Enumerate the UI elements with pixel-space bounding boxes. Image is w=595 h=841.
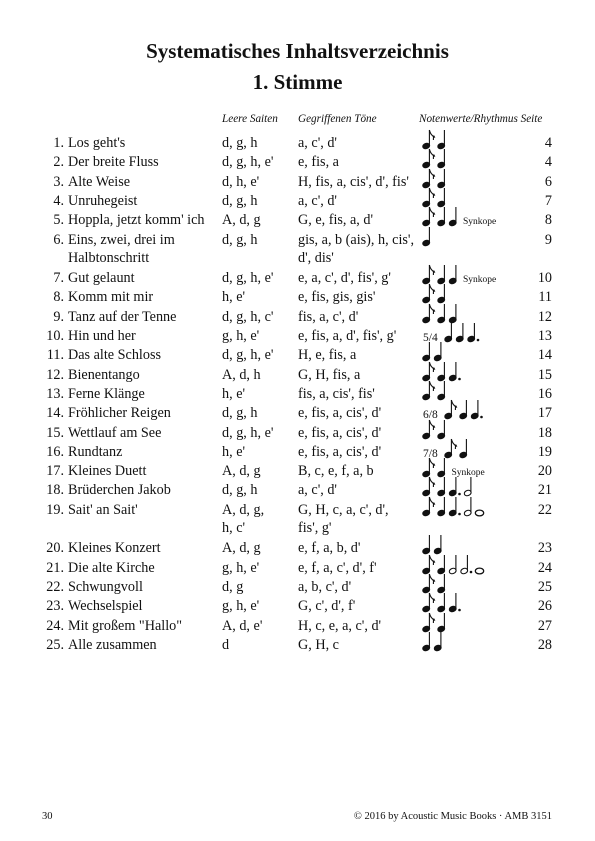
entry-title [68, 211, 218, 229]
entry-open-strings [222, 173, 296, 191]
entry-page: 19 [537, 443, 552, 460]
entry-title [68, 134, 218, 152]
entry-title-line: Bienentango [68, 366, 140, 383]
entry-number: 4. [53, 192, 64, 209]
entry-page: 9 [544, 231, 552, 248]
entry-fingered-tones [298, 462, 420, 480]
entry-open-strings [222, 462, 296, 480]
entry-title-line: Ferne Klänge [68, 385, 145, 402]
rhythm-label: Synkope [451, 468, 485, 479]
entry-title-line: Brüderchen Jakob [68, 482, 171, 499]
time-signature: 6/8 [423, 409, 438, 422]
entry-strings-line: d, g, h [222, 482, 258, 499]
entry-fingered-tones [298, 501, 420, 537]
entry-strings-line: A, d, e' [222, 617, 263, 634]
entry-title-line: Tanz auf der Tenne [68, 308, 177, 325]
entry-open-strings [222, 597, 296, 615]
entry-title-line: Halbtonschritt [68, 249, 150, 266]
entry-title-line: Alte Weise [68, 173, 131, 190]
entry-title [68, 231, 218, 267]
entry-title [68, 327, 218, 345]
entry-page: 4 [544, 154, 552, 171]
entry-title [68, 443, 218, 461]
entry-number: 23. [46, 598, 64, 615]
entry-fingered-tones [298, 481, 420, 499]
entry-strings-line: d, g, h, e' [222, 154, 274, 171]
entry-open-strings [222, 192, 296, 210]
entry-fingered-tones [298, 192, 420, 210]
entry-page: 25 [537, 578, 552, 595]
entry-number: 20. [46, 540, 64, 557]
entry-number: 9. [53, 308, 64, 325]
entry-fingered-tones [298, 153, 420, 171]
entry-fingered-tones [298, 424, 420, 442]
entry-number: 15. [46, 424, 64, 441]
entry-open-strings [222, 366, 296, 384]
rhythm-label: Synkope [463, 275, 497, 286]
entry-number: 16. [46, 443, 64, 460]
entry-strings-line: g, h, e' [222, 598, 260, 615]
entry-strings-line: d, g, h [222, 192, 258, 209]
entry-tones-line: e, fis, a, cis', d' [298, 424, 382, 441]
entry-page: 13 [537, 328, 552, 344]
table-row [0, 636, 595, 655]
entry-title [68, 462, 218, 480]
entry-tones-line: G, H, c [298, 636, 339, 653]
note-4 [422, 632, 430, 652]
entry-number: 8. [53, 289, 64, 306]
entry-tones-line: e, fis, gis, gis' [298, 289, 376, 306]
column-header-notenwerte-seite: Notenwerte/Rhythmus Seite [419, 113, 543, 125]
entry-tones-line: B, c, e, f, a, b [298, 463, 374, 480]
copyright-notice: © 2016 by Acoustic Music Books · AMB 3151 [353, 811, 552, 822]
entry-title-line: Hoppla, jetzt komm' ich [68, 212, 205, 229]
entry-tones-line: e, f, a, b, d' [298, 540, 361, 557]
entry-fingered-tones [298, 134, 420, 152]
entry-tones-line: G, e, fis, a, d' [298, 212, 374, 229]
entry-page: 22 [537, 501, 552, 518]
entry-title [68, 366, 218, 384]
entry-tones-line: e, a, c', d', fis', g' [298, 270, 391, 287]
entry-number: 12. [46, 366, 64, 383]
entry-title [68, 308, 218, 326]
entry-number: 1. [53, 135, 64, 151]
entry-number: 7. [53, 270, 64, 287]
entry-title-line: Los geht's [68, 135, 126, 151]
entry-tones-line: fis', g' [298, 519, 332, 536]
entry-rhythm [422, 629, 532, 653]
page-subtitle: 1. Stimme [252, 70, 343, 94]
entry-fingered-tones [298, 366, 420, 384]
entry-title-line: Unruhegeist [68, 192, 138, 209]
entry-fingered-tones [298, 269, 420, 287]
entry-fingered-tones [298, 578, 420, 596]
entry-strings-line: d, g, h [222, 405, 258, 422]
entry-tones-line: fis, a, c', d' [298, 308, 359, 325]
entry-fingered-tones [298, 308, 420, 326]
entry-open-strings [222, 327, 296, 345]
rhythm-label: Synkope [463, 217, 497, 228]
entry-title-line: Mit großem "Hallo" [68, 617, 183, 634]
entry-open-strings [222, 385, 296, 403]
entry-strings-line: d, g, h, e' [222, 424, 274, 441]
entry-fingered-tones [298, 404, 420, 422]
entry-open-strings [222, 636, 296, 654]
page-title: Systematisches Inhaltsverzeichnis [146, 39, 449, 63]
entry-number: 5. [53, 212, 64, 229]
entry-strings-line: d, g, h, e' [222, 270, 274, 287]
entry-page: 12 [537, 308, 552, 325]
note-1 [475, 510, 483, 516]
entry-strings-line: A, d, h [222, 366, 261, 383]
entry-tones-line: a, c', d' [298, 135, 337, 151]
entry-tones-line: a, c', d' [298, 192, 337, 209]
entry-tones-line: H, c, e, a, c', d' [298, 617, 382, 634]
entry-open-strings [222, 481, 296, 499]
entry-number: 13. [46, 385, 64, 402]
entry-tones-line: G, H, fis, a [298, 366, 361, 383]
entry-title-line: Die alte Kirche [68, 559, 155, 576]
entry-page: 15 [537, 366, 552, 383]
entry-tones-line: gis, a, b (ais), h, cis', [298, 231, 415, 248]
entry-fingered-tones [298, 288, 420, 306]
entry-fingered-tones [298, 327, 420, 345]
entry-title [68, 173, 218, 191]
entry-tones-line: H, e, fis, a [298, 347, 357, 364]
entry-strings-line: A, d, g [222, 540, 261, 557]
entry-number: 3. [53, 173, 64, 190]
entry-page: 24 [537, 559, 552, 576]
entry-fingered-tones [298, 617, 420, 635]
entry-title [68, 501, 218, 519]
entry-page: 21 [537, 482, 552, 499]
entry-number: 21. [46, 559, 64, 576]
entry-open-strings [222, 539, 296, 557]
rhythm-notation [422, 224, 532, 248]
entry-number: 18. [46, 482, 64, 499]
entry-strings-line: h, e' [222, 289, 246, 306]
entry-title-line: Der breite Fluss [68, 154, 159, 171]
entry-number: 11. [46, 347, 64, 364]
entry-title [68, 597, 218, 615]
entry-fingered-tones [298, 385, 420, 403]
entry-open-strings [222, 211, 296, 229]
entry-title [68, 481, 218, 499]
entry-title [68, 346, 218, 364]
entry-title-line: Fröhlicher Reigen [68, 405, 171, 422]
entry-fingered-tones [298, 636, 420, 654]
entry-tones-line: e, f, a, c', d', f' [298, 559, 377, 576]
page-number: 30 [42, 811, 53, 822]
entry-number: 2. [53, 154, 64, 171]
entry-fingered-tones [298, 173, 420, 191]
entry-title-line: Kleines Konzert [68, 540, 161, 557]
entry-page: 6 [544, 173, 552, 190]
entry-strings-line: d, g [222, 578, 244, 595]
entry-title [68, 578, 218, 596]
entry-page: 27 [537, 617, 552, 634]
note-4 [422, 227, 430, 247]
entry-open-strings [222, 269, 296, 287]
entry-page: 11 [538, 289, 552, 306]
entry-title-line: Gut gelaunt [68, 270, 135, 287]
entry-title [68, 617, 218, 635]
entry-strings-line: d, g, h, e' [222, 347, 274, 364]
entry-number: 10. [46, 328, 64, 344]
entry-strings-line: A, d, g, [222, 501, 265, 518]
entry-fingered-tones [298, 443, 420, 461]
entry-tones-line: e, fis, a, cis', d' [298, 405, 382, 422]
entry-fingered-tones [298, 231, 420, 267]
entry-number: 14. [46, 405, 64, 422]
column-header-gegriffene-toene: Gegriffenen Töne [298, 113, 377, 125]
entry-open-strings [222, 617, 296, 635]
entry-title [68, 269, 218, 287]
time-signature: 7/8 [423, 447, 438, 460]
entry-strings-line: d, h, e' [222, 173, 260, 190]
entry-title [68, 424, 218, 442]
entry-tones-line: a, c', d' [298, 482, 337, 499]
entry-number: 6. [53, 231, 64, 248]
entry-page: 28 [537, 636, 552, 653]
note-2 [463, 497, 471, 517]
entry-title [68, 153, 218, 171]
entry-number: 22. [46, 578, 64, 595]
entry-rhythm [422, 494, 532, 518]
entry-open-strings [222, 134, 296, 152]
note-4 [433, 632, 441, 652]
entry-title-line: Kleines Duett [68, 463, 147, 480]
time-signature: 5/4 [423, 332, 438, 344]
entry-number: 17. [46, 463, 64, 480]
entry-title-line: Rundtanz [68, 443, 123, 460]
entry-title [68, 559, 218, 577]
entry-title-line: Alle zusammen [68, 636, 157, 653]
entry-rhythm [422, 224, 532, 248]
entry-tones-line: G, H, c, a, c', d', [298, 501, 389, 518]
entry-title-line: Hin und her [68, 328, 136, 344]
rhythm-notation [422, 629, 532, 653]
entry-open-strings [222, 424, 296, 442]
entry-page: 18 [537, 424, 552, 441]
note-4-dotted [448, 497, 460, 517]
entry-tones-line: G, c', d', f' [298, 598, 356, 615]
entry-strings-line: g, h, e' [222, 559, 260, 576]
entry-title [68, 636, 218, 654]
entry-number: 19. [46, 501, 64, 518]
entry-open-strings [222, 231, 296, 249]
entry-fingered-tones [298, 539, 420, 557]
entry-title-line: Eins, zwei, drei im [68, 231, 175, 248]
entry-title-line: Das alte Schloss [68, 347, 161, 364]
entry-title [68, 404, 218, 422]
column-header-leere-saiten: Leere Saiten [222, 113, 278, 125]
entry-tones-line: e, fis, a, d', fis', g' [298, 328, 397, 344]
rhythm-notation [422, 494, 532, 518]
entry-strings-line: A, d, g [222, 463, 261, 480]
entry-number: 24. [46, 617, 64, 634]
entry-open-strings [222, 404, 296, 422]
entry-number: 25. [46, 636, 64, 653]
entry-page: 26 [537, 598, 552, 615]
entry-title-line: Schwungvoll [68, 578, 143, 595]
entry-strings-line: d, g, h, c' [222, 308, 274, 325]
entry-strings-line: d [222, 636, 230, 653]
entry-open-strings [222, 559, 296, 577]
entry-open-strings [222, 153, 296, 171]
entry-page: 14 [537, 347, 552, 364]
entry-open-strings [222, 578, 296, 596]
entry-page: 17 [537, 405, 552, 422]
entry-open-strings [222, 346, 296, 364]
entry-title [68, 192, 218, 210]
entry-strings-line: A, d, g [222, 212, 261, 229]
entry-page: 10 [537, 270, 552, 287]
entry-title-line: Wechselspiel [68, 598, 143, 615]
entry-open-strings [222, 288, 296, 306]
entry-page: 20 [537, 463, 552, 480]
entry-title-line: Sait' an Sait' [68, 501, 138, 518]
entry-strings-line: h, c' [222, 519, 246, 536]
entry-tones-line: fis, a, cis', fis' [298, 385, 375, 402]
entry-page: 16 [537, 385, 552, 402]
entry-strings-line: h, e' [222, 443, 246, 460]
entry-title-line: Komm mit mir [68, 289, 154, 306]
entry-tones-line: d', dis' [298, 249, 334, 266]
entry-page: 7 [544, 192, 552, 209]
entry-open-strings [222, 308, 296, 326]
entry-title [68, 385, 218, 403]
entry-page: 23 [537, 540, 552, 557]
note-8 [422, 497, 434, 517]
entry-strings-line: d, g, h [222, 231, 258, 248]
entry-strings-line: d, g, h [222, 135, 258, 151]
entry-title [68, 288, 218, 306]
entry-tones-line: e, fis, a, cis', d' [298, 443, 382, 460]
entry-title [68, 539, 218, 557]
entry-fingered-tones [298, 346, 420, 364]
entry-page: 4 [544, 135, 552, 151]
entry-tones-line: e, fis, a [298, 154, 339, 171]
entry-open-strings [222, 443, 296, 461]
entry-tones-line: a, b, c', d' [298, 578, 352, 595]
entry-tones-line: H, fis, a, cis', d', fis' [298, 173, 409, 190]
note-4 [437, 497, 445, 517]
entry-strings-line: h, e' [222, 385, 246, 402]
entry-title-line: Wettlauf am See [68, 424, 162, 441]
entry-fingered-tones [298, 211, 420, 229]
entry-fingered-tones [298, 597, 420, 615]
entry-fingered-tones [298, 559, 420, 577]
entry-open-strings [222, 501, 296, 537]
entry-page: 8 [544, 212, 552, 229]
entry-strings-line: g, h, e' [222, 328, 260, 344]
